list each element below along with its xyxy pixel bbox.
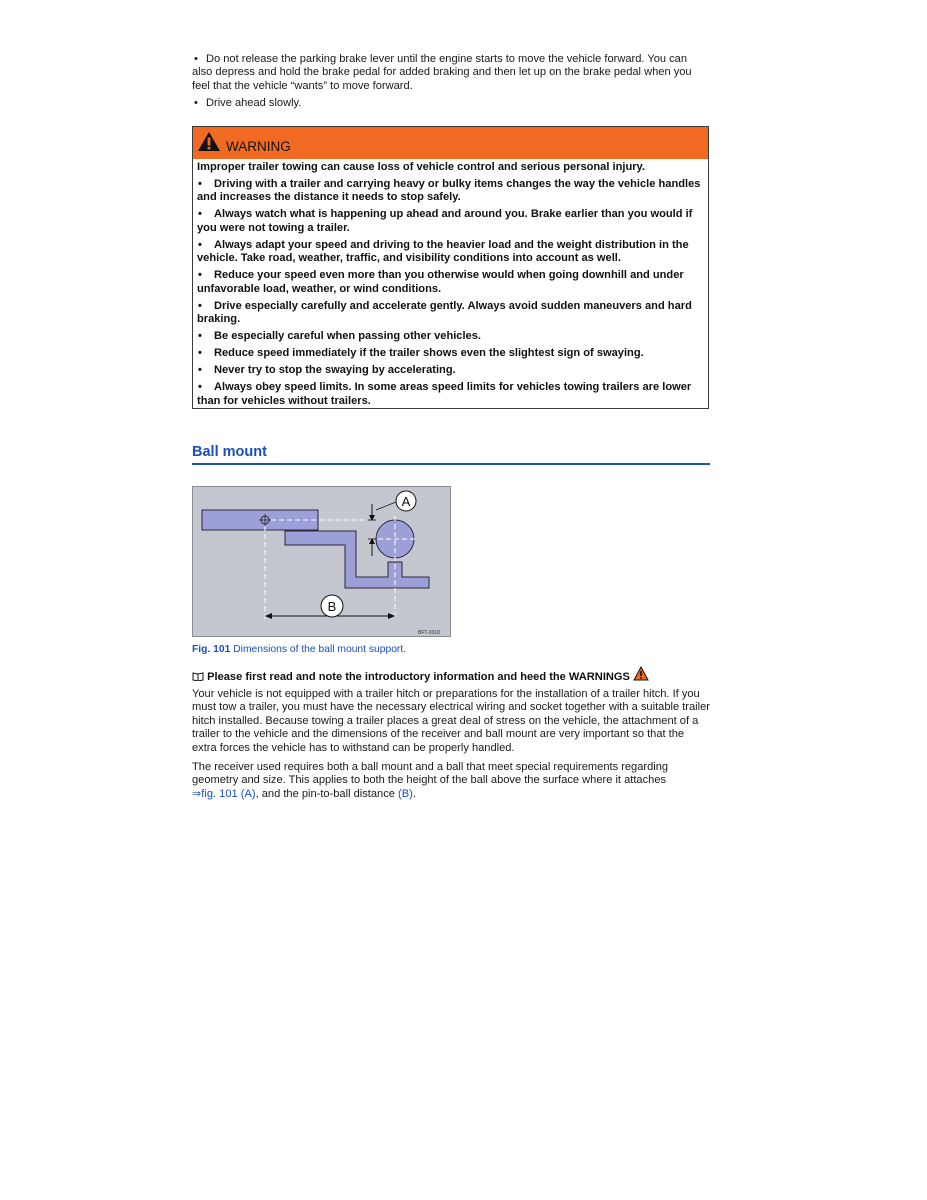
warning-lead: Improper trailer towing can cause loss of vehicle control and serious personal injury. (197, 161, 645, 173)
warning-item: • Reduce your speed even more than you otherwise would when going downhill and under unfavorable load, weather, or wind conditions. (197, 269, 684, 295)
paragraph: Your vehicle is not equipped with a trailer hitch or preparations for the installation of a trailer hitch. If you must tow a trailer, you must have the necessary electrical wiring and socket together with a suitable trailer hitch installed. Because towing a trailer places a great deal of stress on the vehicle, the attachment of a trailer to the vehicle and the dimensions of the receiver and ball mount are very important so that the extra forces the vehicle has to withstand can be properly handled. (192, 688, 710, 754)
warning-box (192, 126, 709, 409)
warning-triangle-icon (197, 131, 221, 152)
bullet-dot: • (194, 97, 198, 110)
intro-bullet: • Drive ahead slowly. (194, 97, 302, 110)
label-a: A (401, 494, 411, 509)
fig-link-a[interactable]: ⇒fig. 101 (A) (192, 787, 256, 800)
warning-item: • Never try to stop the swaying by accelerating. (198, 364, 456, 377)
book-icon (192, 671, 204, 681)
warning-item: • Always adapt your speed and driving to the heavier load and the weight distribution in the vehicle. Take road, weather, traffic, and visibility conditions into account as well. (197, 238, 689, 265)
figure-caption: Fig. 101 Dimensions of the ball mount support. (192, 644, 407, 655)
warning-triangle-icon (633, 666, 649, 681)
intro-bullet: • Do not release the parking brake lever until the engine starts to move the vehicle forward. You can also depress and hold the brake pedal for added braking and then let up on the brake pedal when you feel that the vehicle “wants” to move forward. (192, 53, 692, 92)
warning-body (193, 159, 708, 408)
label-b: B (327, 599, 337, 614)
warning-item: • Be especially careful when passing other vehicles. (198, 330, 481, 343)
intro-bullets (192, 53, 710, 111)
warning-item: • Driving with a trailer and carrying heavy or bulky items changes the way the vehicle handles and increases the distance it needs to stop safely. (197, 178, 701, 204)
warning-item: • Always watch what is happening up ahead and around you. Brake earlier than you would if you were not towing a trailer. (197, 208, 693, 234)
ball-mount-figure (192, 486, 452, 638)
warning-header (193, 127, 708, 159)
warning-title: WARNING (226, 139, 291, 154)
figure-code: BFT-0318 (418, 630, 440, 636)
fig-link-b[interactable]: (B) (398, 787, 413, 800)
warning-item: • Always obey speed limits. In some areas speed limits for vehicles towing trailers are lower than for vehicles without trailers. (197, 381, 692, 407)
paragraph: The receiver used requires both a ball mount and a ball that meet special requirements regarding geometry and size. This applies to both the height of the ball above the surface where it attaches ⇒fig. 101 (A), and the pin-to-ball distance (B). (192, 761, 669, 800)
warning-item: • Reduce speed immediately if the trailer shows even the slightest sign of swaying. (198, 347, 644, 360)
section-title: Ball mount (192, 444, 267, 460)
read-note: Please first read and note the introductory information and heed the WARNINGS (192, 666, 649, 683)
warning-item: • Drive especially carefully and accelerate gently. Always avoid sudden maneuvers and hard braking. (197, 299, 692, 325)
bullet-dot: • (194, 53, 198, 65)
section-rule (192, 463, 710, 465)
